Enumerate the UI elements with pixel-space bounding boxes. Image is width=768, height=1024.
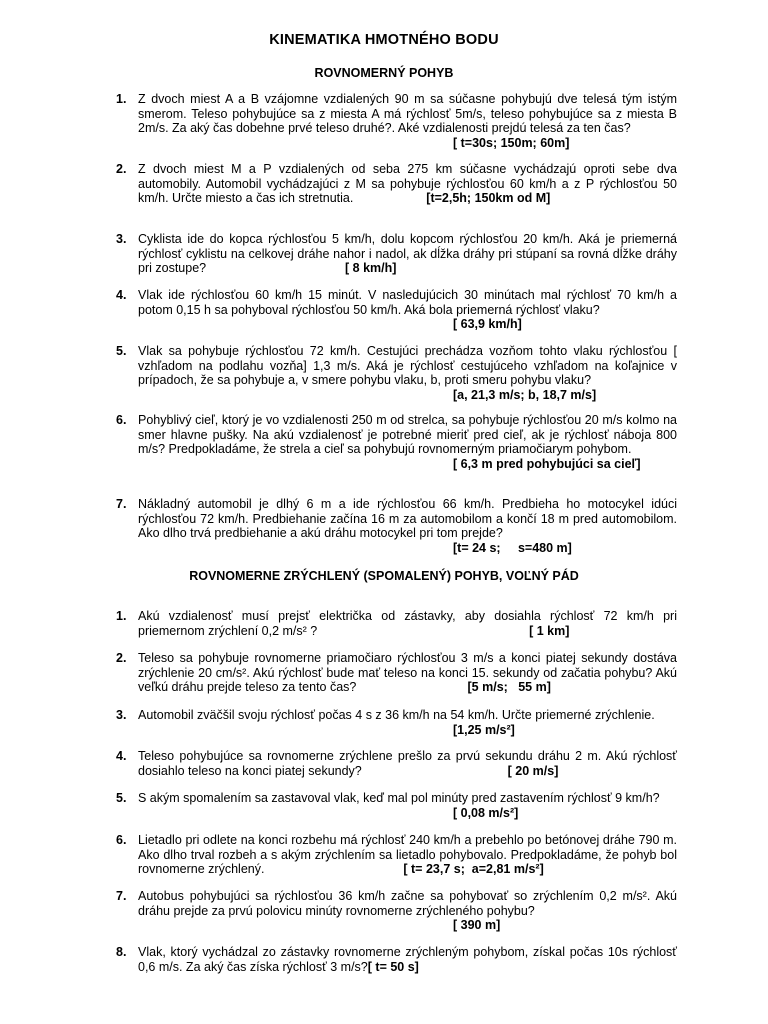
problem-item (116, 232, 677, 276)
problem-text: Teleso sa pohybuje rovnomerne priamočiaro rýchlosťou 3 m/s a konci piatej sekundy dostáva zrýchlenie 20 cm/s². Akú rýchlosť bude mať teleso na konci 15. sekundy od začatia pohybu? Akú veľkú dráhu prejde teleso za tento čas? [5 m/s; 55 m] (138, 651, 677, 694)
problem-number: 3. (116, 232, 127, 246)
problem-item (116, 162, 677, 206)
problem-text: Vlak ide rýchlosťou 60 km/h 15 minút. V nasledujúcich 30 minútach mal rýchlosť 70 km/h a potom 0,15 h sa pohyboval rýchlosťou 50 km/h. Aká bola priemerná rýchlosť vlaku? (138, 288, 677, 317)
problem-item (116, 497, 677, 555)
problem-number: 3. (116, 708, 127, 722)
problem-answer: [ 0,08 m/s²] (453, 805, 519, 820)
problem-answer: [ t= 50 s] (367, 959, 419, 974)
problem-text: Pohyblivý cieľ, ktorý je vo vzdialenosti 250 m od strelca, sa pohybuje rýchlosťou 20 m/s kolmo na smer hlavne pušky. Na akú vzdialenosť je potrebné mieriť pred cieľ, ak je rýchlosť nábojа 800 m/s? Predpokladáme, že strela a cieľ sa pohybujú rovnomerným priamočiarym pohybom. (138, 413, 677, 456)
problem-text: S akým spomalením sa zastavoval vlak, keď mal pol minúty pred zastavením rýchlosť 9 km/h? (138, 791, 660, 805)
problem-item (116, 609, 677, 638)
problem-item (116, 651, 677, 695)
problem-item (116, 413, 677, 471)
problem-item (116, 889, 677, 933)
problem-answer: [ 20 m/s] (507, 763, 559, 778)
problem-item (116, 92, 677, 150)
problem-answer: [ 6,3 m pred pohybujúci sa cieľ] (453, 456, 641, 471)
problem-number: 5. (116, 344, 127, 358)
problem-answer: [a, 21,3 m/s; b, 18,7 m/s] (453, 387, 597, 402)
section-heading-accelerated-motion: ROVNOMERNE ZRÝCHLENÝ (SPOMALENÝ) POHYB, VOĽNÝ PÁD (189, 569, 579, 583)
problem-answer: [ 8 km/h] (345, 261, 397, 275)
problem-text: Teleso pohybujúce sa rovnomerne zrýchlene prešlo za prvú sekundu dráhu 2 m. Akú rýchlosť dosiahlo teleso na konci piatej sekundy? [ 20 m/s] (138, 749, 677, 778)
problem-item (116, 833, 677, 877)
problem-number: 7. (116, 889, 127, 903)
problem-text: Akú vzdialenosť musí prejsť električka od zástavky, aby dosiahla rýchlosť 72 km/h pri priemernom zrýchlení 0,2 m/s² ? [ 1 km] (138, 609, 677, 638)
problem-text: Z dvoch miest A a B vzájomne vzdialených 90 m sa súčasne pohybujú dve telesá tým istým smerom. Teleso pohybujúce sa z miesta A má rýchlosť 5m/s, teleso pohybujúce sa z miesta B 2m/s. Za aký čas dobehne prvé teleso druhé?. Aké vzdialenosti prejdú telesá za ten čas? (138, 92, 677, 135)
problem-answer: [ 1 km] (529, 623, 570, 638)
problem-item (116, 344, 677, 402)
problem-answer: [5 m/s; 55 m] (467, 680, 551, 694)
problem-number: 8. (116, 945, 127, 959)
problem-text: Automobil zväčšil svoju rýchlosť počas 4 s z 36 km/h na 54 km/h. Určte priemerné zrýchlenie. (138, 708, 655, 722)
problem-text: Vlak, ktorý vychádzal zo zástavky rovnomerne zrýchleným pohybom, získal počas 10s rýchlosť 0,6 m/s. Za aký čas získa rýchlosť 3 m/s?[ t= 50 s] (138, 945, 677, 974)
problem-text: Z dvoch miest M a P vzdialených od seba 275 km súčasne vychádzajú oproti sebe dva automobily. Automobil vychádzajúci z M sa pohybuje rýchlosťou 60 km/h a z P rýchlosťou 50 km/h. Určte miesto a čas ich stretnutia. [t=2,5h; 150km od M] (138, 162, 677, 205)
problem-answer: [t=2,5h; 150km od M] (426, 191, 551, 205)
document-title: KINEMATIKA HMOTNÉHO BODU (269, 32, 499, 48)
problem-number: 6. (116, 833, 127, 847)
problem-text: Vlak sa pohybuje rýchlosťou 72 km/h. Cestujúci prechádza vozňom tohto vlaku rýchlosťou [ vzhľadom na podlahu vozňa] 1,3 m/s. Aká je rýchlosť cestujúceho vzhľadom na koľajnice v prípadoch, že sa pohybuje a, v smere pohybu vlaku, b, proti smeru pohybu vlaku? (138, 344, 677, 387)
problem-number: 7. (116, 497, 127, 511)
problem-answer: [ t= 23,7 s; a=2,81 m/s²] (403, 862, 544, 876)
problem-number: 6. (116, 413, 127, 427)
problem-number: 2. (116, 651, 127, 665)
problem-number: 1. (116, 609, 127, 623)
problem-answer: [ 390 m] (453, 918, 501, 932)
problem-text: Lietadlo pri odlete na konci rozbehu má rýchlosť 240 km/h a prebehlo po betónovej dráhe 790 m. Ako dlho trval rozbeh a s akým zrýchlením sa lietadlo pohybovalo. Predpokladáme, že pohyb bol rovnomerne zrýchlený. [ t= 23,7 s; a=2,81 m/s²] (138, 833, 677, 876)
problem-number: 2. (116, 162, 127, 176)
problem-answer: [t= 24 s; s=480 m] (453, 540, 572, 555)
problem-text: Autobus pohybujúci sa rýchlosťou 36 km/h začne sa pohybovať so zrýchlením 0,2 m/s². Akú dráhu prejde za prvú polovicu minúty rovnomerne zrýchleného pohybu? (138, 889, 677, 918)
problem-item (116, 749, 677, 778)
problem-number: 1. (116, 92, 127, 106)
problem-text: Nákladný automobil je dlhý 6 m a ide rýchlosťou 66 km/h. Predbieha ho motocykel idúci rýchlosťou 72 km/h. Predbiehanie začína 16 m za automobilom a končí 18 m pred automobilom. Ako dlho trvá predbiehanie a akú dráhu motocykel pri tom prejde? (138, 497, 677, 540)
problem-number: 5. (116, 791, 127, 805)
problem-answer: [1,25 m/s²] (453, 722, 515, 737)
problem-answer: [ t=30s; 150m; 60m] (453, 135, 570, 150)
problem-item (116, 791, 677, 820)
problem-number: 4. (116, 749, 127, 763)
problem-item (116, 288, 677, 332)
problem-answer: [ 63,9 km/h] (453, 317, 522, 331)
problem-item (116, 708, 677, 737)
problem-text: Cyklista ide do kopca rýchlosťou 5 km/h, dolu kopcom rýchlosťou 20 km/h. Aká je priemerná rýchlosť cyklistu na celkovej dráhe nahor i nadol, ak dĺžka dráhy pri stúpaní sa rovná dĺžke dráhy pri zostupe? [ 8 km/h] (138, 232, 677, 275)
problem-number: 4. (116, 288, 127, 302)
problem-item (116, 945, 677, 974)
section-heading-uniform-motion: ROVNOMERNÝ POHYB (314, 66, 454, 80)
